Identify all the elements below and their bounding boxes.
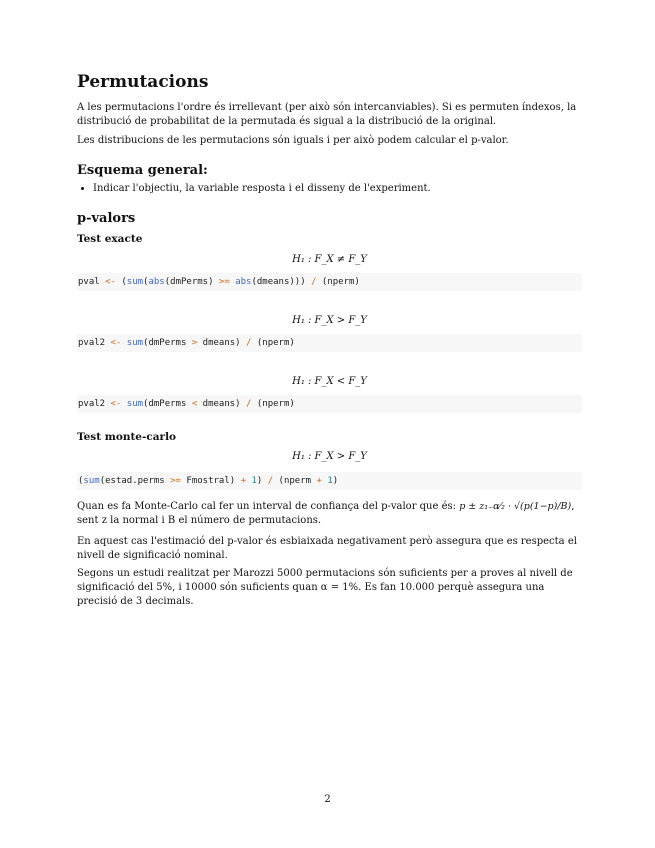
monte-carlo-heading: Test monte-carlo — [77, 431, 177, 443]
confidence-interval-formula: p ± z₁₋α⁄₂ · √(p(1−p)/B) — [459, 501, 572, 512]
code-block-4: (sum(estad.perms >= Fmostral) + 1) / (nperm + 1) — [77, 472, 582, 490]
hypothesis-gt-mc: H₁ : F_X > F_Y — [292, 451, 367, 462]
monte-carlo-paragraph-2: En aquest cas l'estimació del p-valor és esbiaixada negativament però assegura que es respecta el nivell de significació nominal. — [77, 536, 577, 561]
page-title: Permutacions — [77, 72, 209, 92]
pvalors-heading: p-valors — [77, 211, 136, 226]
code-block-2: pval2 <- sum(dmPerms > dmeans) / (nperm) — [77, 334, 582, 352]
monte-carlo-paragraph-3: Segons un estudi realitzat per Marozzi 5000 permutacions són suficients per a proves al nivell de significació del 5%, i 10000 són suficients quan α = 1%. Es fan 10.000 perquè assegura una precisió de 3 decimals. — [77, 568, 573, 607]
exact-test-heading: Test exacte — [77, 233, 143, 245]
schema-list — [77, 182, 431, 196]
monte-carlo-paragraph-1: Quan es fa Monte-Carlo cal fer un interval de confiança del p-valor que és: p ± z₁₋α⁄₂ · √(p(1−p)/B), sent z la normal i B el número de permutacions. — [77, 501, 575, 526]
list-item: • Indicar l'objectiu, la variable resposta i el disseny de l'experiment. — [93, 182, 431, 196]
code-block-1: pval <- (sum(abs(dmPerms) >= abs(dmeans))) / (nperm) — [77, 273, 582, 291]
code-block-3: pval2 <- sum(dmPerms < dmeans) / (nperm) — [77, 395, 582, 413]
hypothesis-neq: H₁ : F_X ≠ F_Y — [292, 254, 367, 265]
page-number: 2 — [324, 794, 331, 805]
hypothesis-lt: H₁ : F_X < F_Y — [292, 376, 367, 387]
hypothesis-gt: H₁ : F_X > F_Y — [292, 315, 367, 326]
schema-heading: Esquema general: — [77, 163, 208, 178]
intro-paragraph-1: A les permutacions l'ordre és irrellevant (per això són intercanviables). Si es permuten índexos, la distribució de probabilitat de la permutada és sigual a la distribució de la original. — [77, 102, 577, 127]
intro-paragraph-2: Les distribucions de les permutacions són iguals i per això podem calcular el p-valor. — [77, 135, 509, 146]
